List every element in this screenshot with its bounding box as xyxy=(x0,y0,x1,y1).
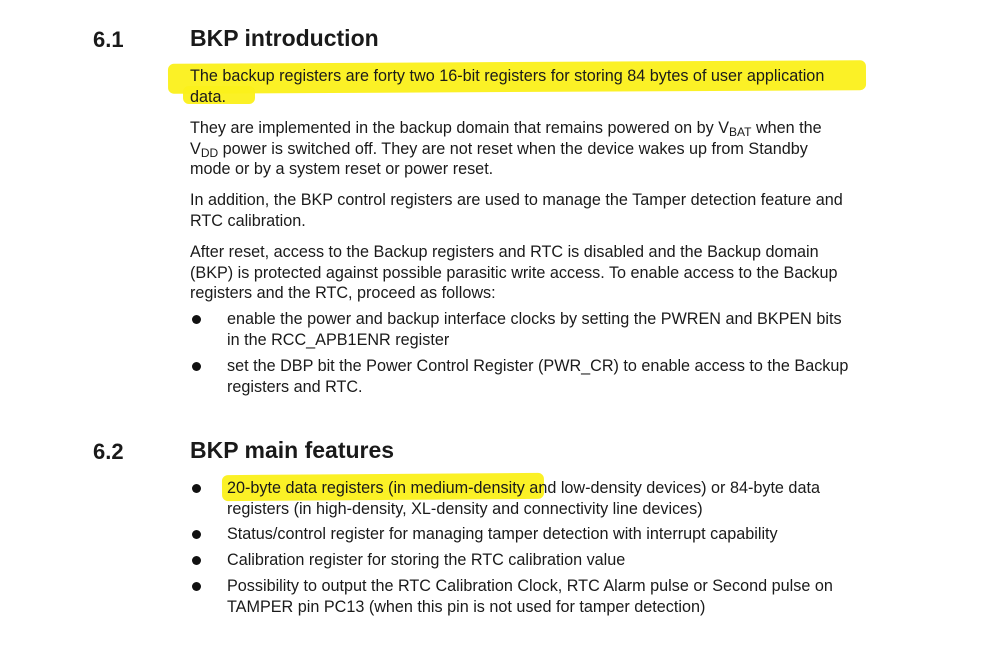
list-item-line: enable the power and backup interface clocks by setting the PWREN and BKPEN bits xyxy=(227,310,842,328)
text-span: power is switched off. They are not reset when the device wakes up from Standby xyxy=(218,139,808,158)
bullet-icon xyxy=(192,530,201,539)
paragraph-control-registers xyxy=(190,190,890,231)
bullet-icon xyxy=(192,556,201,565)
bullet-icon xyxy=(192,315,201,324)
bullet-icon xyxy=(192,582,201,591)
highlighted-text: 20-byte data registers (in medium-density xyxy=(227,479,525,497)
text-span: They are implemented in the backup domain that remains powered on by V xyxy=(190,119,729,137)
paragraph-line: In addition, the BKP control registers are used to manage the Tamper detection feature and xyxy=(190,191,843,209)
text-span: V xyxy=(190,139,201,158)
list-item xyxy=(227,524,887,545)
section-title-bkp-main-features: BKP main features xyxy=(190,437,395,463)
paragraph-line: The backup registers are forty two 16-bit registers for storing 84 bytes of user application xyxy=(190,67,825,85)
subscript-dd: DD xyxy=(200,145,219,160)
list-item-line: registers (in high-density, XL-density and connectivity line devices) xyxy=(227,499,703,518)
list-item-line xyxy=(227,478,887,499)
list-item-line: Status/control register for managing tamper detection with interrupt capability xyxy=(227,525,778,543)
list-item xyxy=(227,478,887,519)
list-item xyxy=(227,576,887,617)
bullet-icon xyxy=(192,362,201,371)
list-item-line: Calibration register for storing the RTC calibration value xyxy=(227,551,626,569)
paragraph-backup-domain xyxy=(190,118,890,180)
text-span: when the xyxy=(751,119,822,137)
paragraph-line: registers and the RTC, proceed as follows: xyxy=(190,284,496,302)
paragraph-line xyxy=(190,139,890,160)
list-item-line: Possibility to output the RTC Calibration Clock, RTC Alarm pulse or Second pulse on xyxy=(227,577,833,595)
section-number-6-2: 6.2 xyxy=(93,439,124,464)
paragraph-line: data. xyxy=(190,87,227,106)
text-span: and low-density devices) or 84-byte data xyxy=(524,479,820,497)
paragraph-line: After reset, access to the Backup registers and RTC is disabled and the Backup domain xyxy=(190,243,819,261)
list-item xyxy=(227,356,887,397)
paragraph-line: RTC calibration. xyxy=(190,211,306,230)
paragraph-after-reset xyxy=(190,242,890,304)
paragraph-intro xyxy=(190,66,890,107)
list-item-line: set the DBP bit the Power Control Register (PWR_CR) to enable access to the Backup xyxy=(227,357,849,375)
paragraph-line: (BKP) is protected against possible parasitic write access. To enable access to the Backup xyxy=(190,263,838,282)
list-item-line: in the RCC_APB1ENR register xyxy=(227,330,450,349)
paragraph-line xyxy=(190,118,890,139)
list-item-line: TAMPER pin PC13 (when this pin is not used for tamper detection) xyxy=(227,597,706,616)
section-number-6-1: 6.1 xyxy=(93,27,124,52)
list-item xyxy=(227,309,887,350)
section-title-bkp-introduction: BKP introduction xyxy=(190,25,379,51)
paragraph-line: mode or by a system reset or power reset. xyxy=(190,160,494,178)
list-item xyxy=(227,550,887,571)
bullet-icon xyxy=(192,484,201,493)
list-item-line: registers and RTC. xyxy=(227,377,363,396)
subscript-bat: BAT xyxy=(729,125,752,139)
